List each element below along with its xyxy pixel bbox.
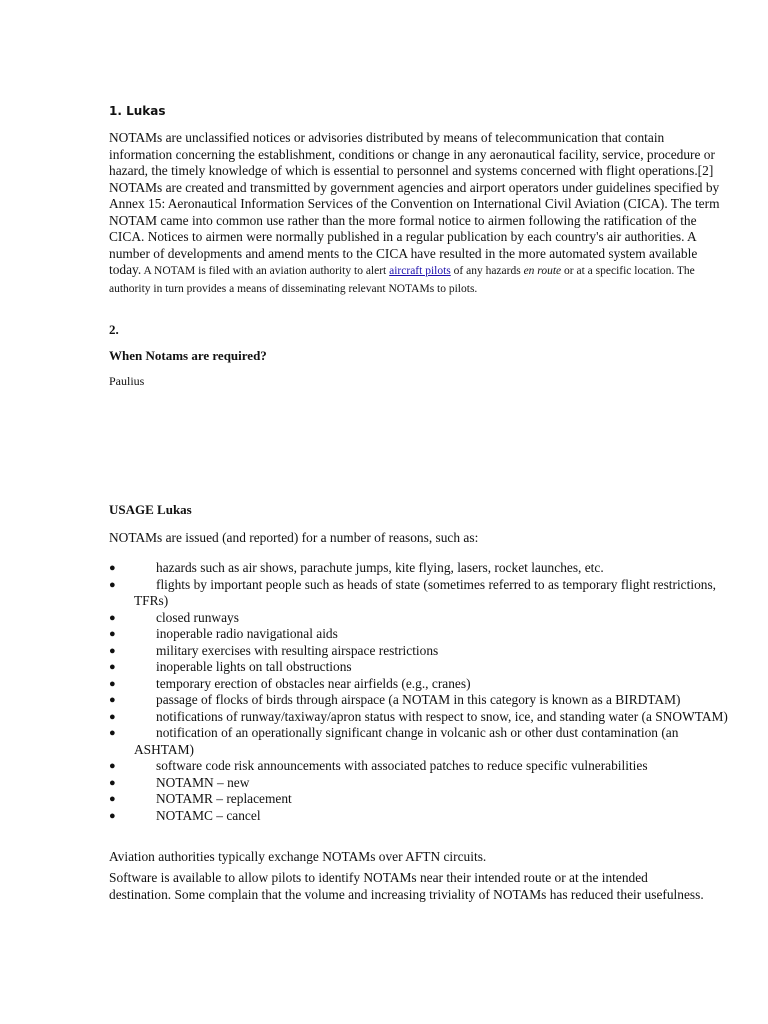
notam-definition-paragraph	[109, 130, 729, 297]
when-required-heading: When Notams are required?	[109, 348, 267, 363]
usage-heading: USAGE Lukas	[109, 502, 192, 517]
bullet-icon: ●	[109, 760, 116, 772]
list-item: ● closed runways	[109, 609, 239, 625]
bullet-icon: ●	[109, 694, 116, 706]
list-item: ● hazards such as air shows, parachute jumps, kite flying, lasers, rocket launches, etc.	[109, 560, 604, 575]
bullet-icon: ●	[109, 809, 116, 822]
definition-small-text-1: A NOTAM is filed with an aviation authority to alert	[141, 265, 390, 277]
bullet-icon: ●	[109, 611, 116, 624]
list-item: ● passage of flocks of birds through airspace (a NOTAM in this category is known as a BIRDTAM)	[109, 692, 681, 707]
list-item: ● inoperable radio navigational aids	[109, 626, 338, 641]
bullet-icon: ●	[109, 776, 116, 789]
bullet-icon: ●	[109, 793, 116, 805]
author-paulius: Paulius	[109, 374, 145, 388]
bullet-icon: ●	[109, 628, 116, 640]
definition-small-text-2: of any hazards	[450, 265, 524, 277]
bullet-icon: ●	[109, 578, 116, 591]
aftn-paragraph: Aviation authorities typically exchange NOTAMs over AFTN circuits.	[109, 849, 487, 864]
aircraft-pilots-link[interactable]: aircraft pilots	[389, 265, 451, 277]
list-item: ● software code risk announcements with associated patches to reduce specific vulnerabilities	[109, 758, 648, 773]
software-paragraph: Software is available to allow pilots to identify NOTAMs near their intended route or at the intended destination. Some complain that the volume and increasing triviality of NOTAMs has reduced their usefulness.	[109, 870, 704, 902]
list-item: ● NOTAMR – replacement	[109, 791, 292, 806]
bullet-icon: ●	[109, 710, 116, 723]
list-item: ● NOTAMN – new	[109, 774, 250, 790]
list-item: ● notification of an operationally significant change in volcanic ash or other dust contamination (an ASHTAM)	[109, 725, 679, 757]
bullet-icon: ●	[109, 644, 116, 657]
definition-small-text-3: or at a specific location. The authority in turn provides a means of disseminating relevant NOTAMs to pilots.	[109, 265, 695, 295]
usage-intro: NOTAMs are issued (and reported) for a number of reasons, such as:	[109, 530, 479, 545]
list-item: ● temporary erection of obstacles near airfields (e.g., cranes)	[109, 675, 471, 691]
list-item: ● notifications of runway/taxiway/apron status with respect to snow, ice, and standing water (a SNOWTAM)	[109, 708, 728, 724]
list-item: ● NOTAMC – cancel	[109, 807, 261, 823]
list-item: ● military exercises with resulting airspace restrictions	[109, 642, 439, 658]
bullet-icon: ●	[109, 562, 116, 574]
list-item: ● inoperable lights on tall obstructions	[109, 659, 352, 674]
en-route-italic: en route	[523, 265, 562, 277]
section-heading-lukas: 1. Lukas	[109, 104, 166, 118]
bullet-icon: ●	[109, 661, 116, 673]
section-number-2: 2.	[109, 322, 119, 337]
list-item: ● flights by important people such as heads of state (sometimes referred to as temporary flight restrictions, TFRs)	[109, 576, 717, 608]
reasons-list	[109, 560, 729, 824]
bullet-icon: ●	[109, 727, 116, 739]
bullet-icon: ●	[109, 677, 116, 690]
definition-main-text: NOTAMs are unclassified notices or advisories distributed by means of telecommunication that contain information concerning the establishment, conditions or change in any aeronautical facility, service, procedure or hazard, the timely knowledge of which is essential to personnel and systems concerned with flight operations.[2] NOTAMs are created and transmitted by government agencies and airport operators under guidelines specified by Annex 15: Aeronautical Information Services of the Convention on International Civil Aviation (CICA). The term NOTAM came into common use rather than the more formal notice to airmen following the ratification of the CICA. Notices to airmen were normally published in a regular publication by each country's air authorities. A number of developments and amend ments to the CICA have resulted in the more automated system available today.	[109, 130, 720, 277]
